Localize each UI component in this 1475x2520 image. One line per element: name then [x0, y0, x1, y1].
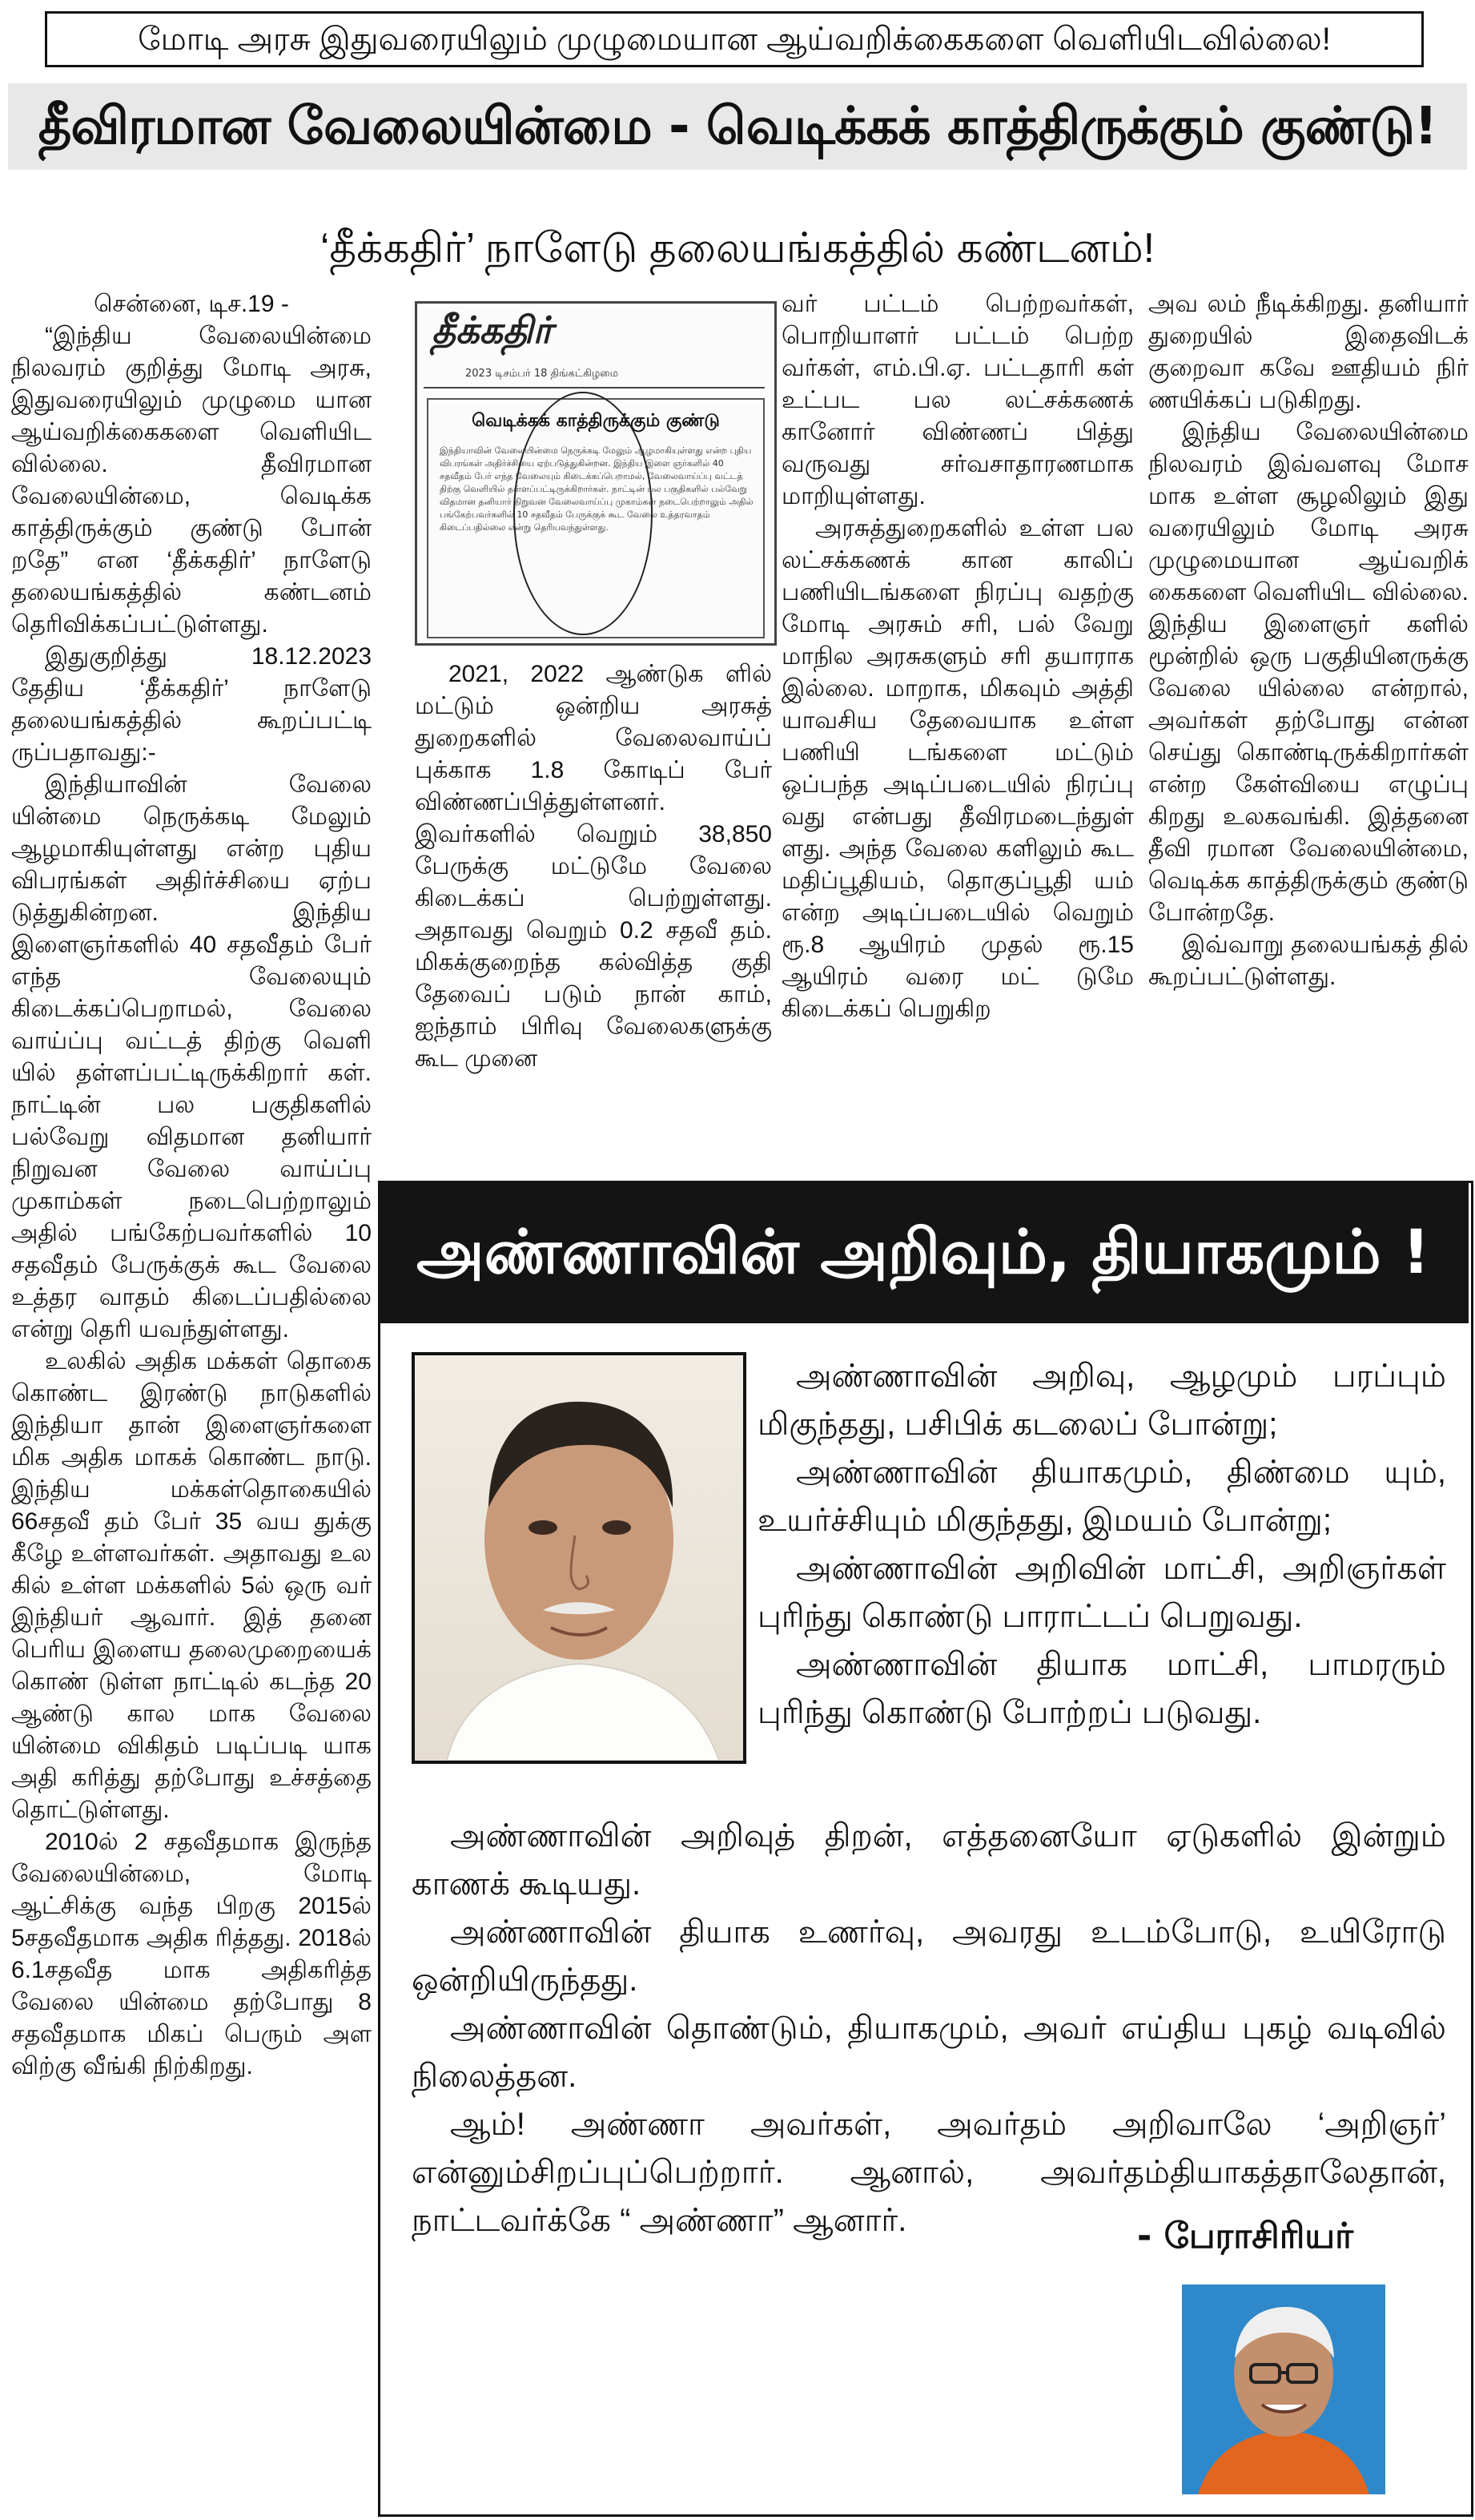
highlight-circle: [513, 392, 653, 635]
portrait-illustration: [415, 1355, 743, 1761]
poem-top: [758, 1352, 1446, 1737]
article-paragraph: இந்தியாவின் வேலை யின்மை நெருக்கடி மேலும் ஆழமாகியுள்ளது என்ற புதிய விபரங்கள் அதிர்ச்சியை ஏற்ப டுத்துகின்றன. இந்திய இளைஞர்களில் 40 சதவீதம் பேர் எந்த வேலையும் கிடைக்கப்பெறாமல், வேலை வாய்ப்பு வட்டத் திற்கு வெளி யில் தள்ளப்பட்டிருக்கிறார் கள். நாட்டின் பல பகுதிகளில் பல்வேறு விதமான தனியார் நிறுவன வேலை வாய்ப்பு முகாம்கள் நடைபெற்றாலும் அதில் பங்கேற்பவர்களில் 10 சதவீதம் பேருக்குக் கூட வேலை உத்தர வாதம் கிடைப்பதில்லை என்று தெரி யவந்துள்ளது.: [11, 771, 372, 1343]
main-headline: தீவிரமான வேலையின்மை - வெடிக்கக் காத்திருக்கும் குண்டு!: [8, 83, 1467, 170]
article-column-3: [782, 288, 1134, 1171]
article-paragraph: வர் பட்டம் பெற்றவர்கள், பொறியாளர் பட்டம் பெற்ற வர்கள், எம்.பி.ஏ. பட்டதாரி கள் உட்பட பல லட்சக்கணக் கானோர் விண்ணப் பித்து வருவது சர்வசாதாரணமாக மாறியுள்ளது.: [782, 291, 1134, 509]
article-paragraph: இதுகுறித்து 18.12.2023 தேதிய ‘தீக்கதிர்’ நாளேடு தலையங்கத்தில் கூறப்பட்டி ருப்பதாவது:-: [11, 643, 372, 766]
clipping-text: இந்தியாவின் வேலையின்மை நெருக்கடி மேலும் ஆழமாகியுள்ளது என்ற புதிய விபரங்கள் அதிர்ச்சியை ஏற்படுத்துகின்றன. இந்திய இளை ஞர்களில் 40 சதவீதம் பேர் எந்த வேலையும் கிடைக்கப்பெறாமல், வேலைவாய்ப்பு வட்டத் திற்கு வெளியில் தள்ளப்பட்டிருக்கிறார்கள். நாட்டின் பல பகுதிகளில் பல்வேறு விதமான தனியார் நிறுவன வேலைவாய்ப்பு முகாம்கள் நடைபெற்றாலும் அதில் பங்கேற்பவர்களில் 10 சதவீதம் பேருக்குக் கூட வேலை உத்தரவாதம் கிடைப்பதில்லை என்று தெரியவந்துள்ளது.: [440, 445, 754, 533]
author-signature: - பேராசிரியர்: [1137, 2216, 1354, 2256]
article-paragraph: இவ்வாறு தலையங்கத் தில் கூறப்பட்டுள்ளது.: [1148, 932, 1469, 990]
poem-stanza: அண்ணாவின் தியாகமும், திண்மை யும், உயர்ச்சியும் மிகுந்தது, இமயம் போன்று;: [758, 1455, 1446, 1538]
article-paragraph: 2010ல் 2 சதவீதமாக இருந்த வேலையின்மை, மோடி ஆட்சிக்கு வந்த பிறகு 2015ல் 5சதவீதமாக அதிக ரித்தது. 2018ல் 6.1சதவீத மாக அதிகரித்த வேலை யின்மை தற்போது 8 சதவீதமாக மிகப் பெரும் அள விற்கு வீங்கி நிற்கிறது.: [11, 1829, 372, 2079]
article-column-2: [415, 658, 772, 1171]
poem-stanza: அண்ணாவின் அறிவுத் திறன், எத்தனையோ ஏடுகளில் இன்றும் காணக் கூடியது.: [412, 1818, 1446, 1902]
dateline: சென்னை, டிச.19 -: [94, 291, 289, 317]
article-column-4: [1148, 288, 1469, 1171]
article-paragraph: உலகில் அதிக மக்கள் தொகை கொண்ட இரண்டு நாடுகளில் இந்தியா தான் இளைஞர்களை மிக அதிக மாகக் கொண்ட நாடு. இந்திய மக்கள்தொகையில் 66சதவீ தம் பேர் 35 வய துக்கு கீழே உள்ளவர்கள். அதாவது உல கில் உள்ள மக்களில் 5ல் ஒரு வர் இந்தியர் ஆவார். இத் தனை பெரிய இளைய தலைமுறையைக் கொண் டுள்ள நாட்டில் கடந்த 20 ஆண்டு கால மாக வேலை யின்மை விகிதம் படிப்படி யாக அதி கரித்து தற்போது உச்சத்தை தொட்டுள்ளது.: [11, 1348, 372, 1823]
poem-stanza: அண்ணாவின் தொண்டும், தியாகமும், அவர் எய்திய புகழ் வடிவில் நிலைத்தன.: [412, 2011, 1446, 2094]
poem-stanza: ஆம்! அண்ணா அவர்கள், அவர்தம் அறிவாலே ‘அறிஞர்’ என்னும்சிறப்புப்பெற்றார். ஆனால், அவர்தம்தியாகத்தாலேதான், நாட்டவர்க்கே “ அண்ணா” ஆனார்.: [412, 2107, 1446, 2238]
poem-stanza: அண்ணாவின் அறிவின் மாட்சி, அறிஞர்கள் புரிந்து கொண்டு பாராட்டப் பெறுவது.: [758, 1551, 1446, 1634]
sub-headline: ‘தீக்கதிர்’ நாளேடு தலையங்கத்தில் கண்டனம்!: [320, 225, 1155, 272]
kicker-headline: மோடி அரசு இதுவரையிலும் முழுமையான ஆய்வறிக்கைகளை வெளியிடவில்லை!: [45, 11, 1424, 67]
feature-title: அண்ணாவின் அறிவும், தியாகமும் !: [378, 1181, 1469, 1323]
article-paragraph: “இந்திய வேலையின்மை நிலவரம் குறித்து மோடி அரசு, இதுவரையிலும் முழுமை யான ஆய்வறிக்கைகளை வெளியிட வில்லை. தீவிரமான வேலையின்மை, வெடிக்க காத்திருக்கும் குண்டு போன் றதே” என ‘தீக்கதிர்’ நாளேடு தலையங்கத்தில் கண்டனம் தெரிவிக்கப்பட்டுள்ளது.: [11, 323, 372, 638]
clipping-title: வெடிக்கக் காத்திருக்கும் குண்டு: [472, 411, 720, 431]
article-paragraph: அரசுத்துறைகளில் உள்ள பல லட்சக்கணக் கான காலிப் பணியிடங்களை நிரப்பு வதற்கு மோடி அரசும் சரி, பல் வேறு மாநில அரசுகளும் சரி தயாராக இல்லை. மாறாக, மிகவும் அத்தி யாவசிய தேவையாக உள்ள பணியி டங்களை மட்டும் ஒப்பந்த அடிப்படையில் நிரப்பு வது என்பது தீவிரமடைந்துள் ளது. அந்த வேலை களிலும் கூட மதிப்பூதியம், தொகுப்பூதி யம் என்ற அடிப்படையில் வெறும் ரூ.8 ஆயிரம் முதல் ரூ.15 ஆயிரம் வரை மட் டுமே கிடைக்கப் பெறுகிற: [782, 515, 1134, 1022]
author-photo-illustration: [1182, 2285, 1385, 2494]
article-paragraph: 2021, 2022 ஆண்டுக ளில் மட்டும் ஒன்றிய அரசுத் துறைகளில் வேலைவாய்ப் புக்காக 1.8 கோடிப் பேர் விண்ணப்பித்துள்ளனர். இவர்களில் வெறும் 38,850 பேருக்கு மட்டுமே வேலை கிடைக்கப் பெற்றுள்ளது. அதாவது வெறும் 0.2 சதவீ தம். மிகக்குறைந்த கல்வித்த குதி தேவைப் படும் நான் காம், ஐந்தாம் பிரிவு வேலைகளுக்கு கூட முனை: [415, 661, 772, 1072]
clipping-masthead: தீக்கதிர்: [432, 308, 553, 352]
poem-stanza: அண்ணாவின் தியாக மாட்சி, பாமரரும் புரிந்து கொண்டு போற்றப் படுவது.: [758, 1647, 1446, 1730]
author-photo: [1182, 2285, 1385, 2494]
clipping-divider: [424, 387, 765, 388]
article-paragraph: இந்திய வேலையின்மை நிலவரம் இவ்வளவு மோச மாக உள்ள சூழலிலும் இது வரையிலும் மோடி அரசு முழுமையான ஆய்வறிக் கைகளை வெளியிட வில்லை. இந்திய இளைஞர் களில் மூன்றில் ஒரு பகுதியினருக்கு வேலை யில்லை என்றால், அவர்கள் தற்போது என்ன செய்து கொண்டிருக்கிறார்கள் என்ற கேள்வியை எழுப்பு கிறது உலகவங்கி. இத்தனை தீவி ரமான வேலையின்மை, வெடிக்க காத்திருக்கும் குண்டு போன்றதே.: [1148, 419, 1469, 926]
anna-portrait-image: [412, 1352, 746, 1764]
newspaper-clipping-image: [415, 301, 777, 646]
article-paragraph: அவ லம் நீடிக்கிறது. தனியார் துறையில் இதைவிடக் குறைவா கவே ஊதியம் நிர் ணயிக்கப் படுகிறது.: [1148, 291, 1469, 413]
poem-stanza: அண்ணாவின் தியாக உணர்வு, அவரது உடம்போடு, உயிரோடு ஒன்றியிருந்தது.: [412, 1914, 1446, 1998]
article-column-1: [11, 288, 372, 2515]
clipping-date: 2023 டிசம்பர் 18 திங்கட்கிழமை: [465, 368, 619, 380]
poem-bottom: [412, 1812, 1446, 2244]
poem-stanza: அண்ணாவின் அறிவு, ஆழமும் பரப்பும் மிகுந்தது, பசிபிக் கடலைப் போன்று;: [758, 1359, 1446, 1442]
